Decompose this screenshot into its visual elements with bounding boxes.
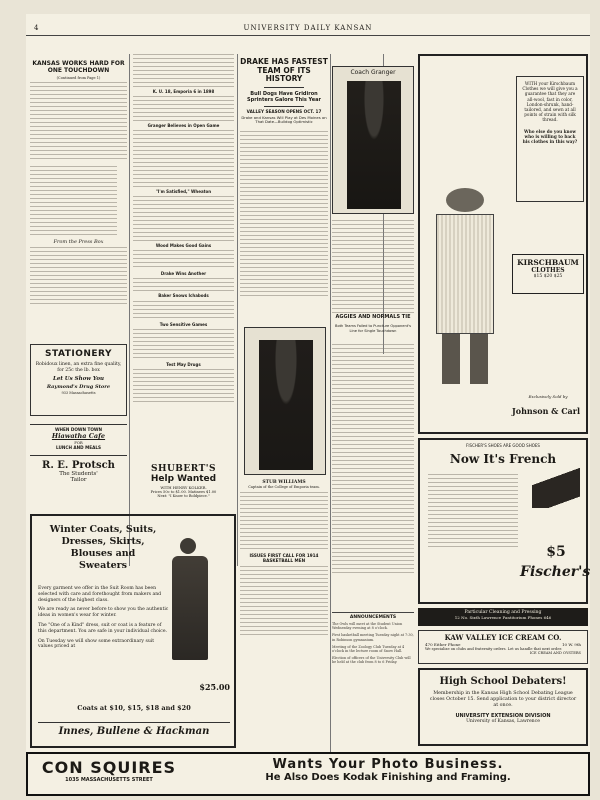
con-squires-ad [26,752,590,796]
woman-coat-icon [172,556,208,660]
col2-text [133,369,234,405]
stationery-title: STATIONERY [45,349,112,359]
col2-headline-5: Drake Wins Another [160,271,207,277]
col2-headline-2: Granger Believes in Open Game [147,123,220,129]
col3-lower-text [240,492,328,550]
guarantee-text: WITH your Kirschbaum Clothes we will give you a guarantee that they are all-wool, fast in color, London-shrunk, hand-tailored, and sewn at all points of strain with silk thread. [522,81,578,123]
icecream-address: 10 W. 9th [561,642,581,647]
lineup-table [30,166,117,236]
col2-headline-8: Test May Drugs [166,361,201,367]
winter-title [38,524,168,572]
debaters-title: High School Debaters! [439,676,567,687]
page-number: 4 [34,24,40,32]
aggies-text [332,344,414,574]
col3-issues-text [240,566,328,636]
stationery-ad [30,344,127,416]
col4-text [332,220,414,314]
announcement-item: First basketball meeting Tuesday night at 7:30, in Robinson gymnasium. [332,633,414,642]
kirschbaum-prices: $15 $20 $25 [533,274,563,279]
col2-text [133,96,234,122]
footer-line-2: He Also Does Kodak Finishing and Framing. [265,772,511,783]
guarantee-box [516,76,584,202]
tailor-tag-1: The Students' [59,471,98,477]
debaters-ad [418,668,588,746]
masthead-title: UNIVERSITY DAILY KANSAN [243,24,373,32]
col2-text [133,250,234,270]
fischer-top-label: FISCHER'S SHOES ARE GOOD SHOES [466,443,540,448]
icecream-products: ICE CREAM AND OYSTERS [529,651,581,655]
winter-title-line: Sweaters [78,560,128,571]
press-box-heading: From the Press Box [53,239,104,246]
icecream-title: KAW VALLEY ICE CREAM CO. [444,633,562,642]
column-rule [330,54,331,754]
guarantee-question: Who else do you know who is willing to back his clothes in this way? [522,128,578,145]
col2-text [133,196,234,242]
stub-williams-photo-frame [244,327,326,475]
cleaning-banner [418,608,588,626]
winter-title-line: Dresses, Skirts, [61,536,145,547]
col2-text [133,130,234,188]
winter-price: $25.00 [199,682,230,692]
announcement-item: Election of officers of the University Club will be held at the club from 8 to 6 Friday. [332,656,411,665]
shubert-sub: WITH HENRY KOLKER. [160,485,207,490]
stationery-slogan: Let Us Show You [52,376,105,382]
column-rule [237,54,238,566]
dealer-name: Johnson & Carl [511,406,580,416]
col2-text [133,54,234,88]
announcement-item: The Owls will meet at the Student Union Wednesday evening at 8 o'clock. [332,622,403,631]
stationery-address: 933 Massachusetts [61,391,96,395]
winter-paragraph: On Tuesday we will show some extraordinary suit values priced at [38,638,155,650]
col2-text [133,329,234,361]
fischer-ad [418,438,591,604]
figure-leg-icon [442,334,460,384]
figure-head-icon [446,188,484,212]
cafe-ad [30,424,127,456]
shubert-prices: Prices 50c to $1.00. Matinees $1.00 [150,490,217,494]
col1-article-text [30,82,127,162]
winter-paragraph: The "One of a Kind" dress, suit or coat is a feature of this department. You are safe in your individual choice. [38,622,168,634]
kirschbaum-logo [512,254,584,294]
shubert-ad [133,464,234,512]
stationery-shop: Raymond's Drug Store [46,384,111,390]
newspaper-page [26,14,590,794]
cleaning-line-1: Particular Cleaning and Pressing [464,610,542,615]
drake-headline: DRAKE HAS FASTEST TEAM OF ITS HISTORY [240,57,328,83]
shubert-next: Next: "I Know to Boldpiece." [157,494,210,498]
col2-headline-4: Wood Makes Good Gains [155,243,212,249]
stationery-line-2: for 25c the lb. box [57,368,100,373]
cafe-line-3: LUNCH AND MEALS [55,445,102,450]
aggies-subhead: Both Teams Failed to Puncture Opponent's Line for Single Touchdown [334,324,412,333]
col2-text [133,301,234,321]
woman-head-icon [180,538,196,554]
winter-coats-prices: Coats at $10, $15, $18 and $20 [77,704,191,712]
stub-williams-photo [259,340,313,470]
stub-caption-title: STUB WILLIAMS [262,480,306,485]
col2-headline-1: K. U. 18, Emporia 6 in 1898 [152,89,215,94]
col2-headline-6: Baker Snows Ichabods [158,293,209,299]
masthead [26,14,590,36]
footer-line-1: Wants Your Photo Business. [272,757,504,772]
winter-title-line: Blouses and [70,548,136,559]
icecream-phone: 470 Either Phone [425,642,461,647]
figure-leg-icon [470,334,488,384]
winter-coats-ad [30,514,236,748]
column-2 [133,54,234,494]
continued-note: (Continued from Page 1) [56,76,101,80]
shoe-icon [532,468,580,508]
fischer-price: $5 [546,544,566,560]
fischer-brand: Fischer's [520,564,591,580]
fischer-headline: Now It's French [449,452,557,466]
winter-body [38,586,170,650]
col2-text [133,278,234,292]
icecream-line: We specialize on clubs and fraternity orders. Let us handle that next order. [425,647,562,651]
cafe-line-1: WHEN DOWN TOWN [54,427,103,432]
coach-granger-title: Coach Granger [350,69,396,76]
drake-subhead-3: Drake and Kansas Will Play at Des Moines on That Date—Bulldog Optimistic [241,114,327,125]
kirschbaum-ad [418,54,588,434]
winter-signature: Innes, Bullene & Hackman [38,722,230,744]
debaters-org: UNIVERSITY EXTENSION DIVISION [455,713,551,719]
tailor-ad [30,460,127,508]
aggies-heading: AGGIES AND NORMALS TIE [335,314,411,320]
figure-suit-icon [436,214,494,334]
winter-paragraph: Every garment we offer in the Suit Room has been selected with care and forethought from makers and designers of the highest class. [38,586,162,603]
announcements-list [332,622,414,668]
stub-caption [240,480,328,636]
col2-headline-3: "I'm Satisfied," Wheaton [155,189,212,195]
winter-title-line: Winter Coats, Suits, [49,524,157,535]
stationery-line-1: Robidoux linen, an extra fine quality, [35,362,122,367]
tailor-tag-2: Tailor [70,477,87,483]
fischer-text [428,474,518,548]
shubert-name: SHUBERT'S [150,464,217,474]
dealer-label: Exclusively Sold by [528,394,568,399]
footer-address: 1035 MASSACHUSETTS STREET [65,777,153,783]
kirschbaum-brand: KIRSCHBAUM [517,258,579,267]
drake-subhead-2: VALLEY SEASON OPENS OCT. 17 [246,108,322,114]
drake-article-text [240,131,328,299]
debaters-org-sub: University of Kansas, Lawrence [466,719,540,724]
cafe-name: Hiawatha Cafe [51,432,106,440]
stub-caption-sub: Captain of the College of Emporia team. [248,485,320,489]
coach-granger-photo-frame [332,66,414,214]
shubert-title: Help Wanted [150,474,217,484]
winter-paragraph: We are ready as never before to show you the authentic ideas in women's wear for winter. [38,607,169,619]
drake-subhead-1: Bull Dogs Have Gridiron Sprinters Galore This Year [247,90,321,103]
issues-heading: ISSUES FIRST CALL FOR 1914 BASKETBALL MEN [249,553,319,563]
kirschbaum-brand-sub: CLOTHES [531,267,565,274]
coach-granger-photo [347,81,401,209]
col2-headline-7: Two Sensitive Games [159,321,208,327]
col1-headline: KANSAS WORKS HARD FOR ONE TOUCHDOWN [32,60,125,74]
announcements-heading: ANNOUNCEMENTS [332,612,414,620]
debaters-body: Membership in the Kansas High School Debating League closes October 15. Send application to your district director at once. [429,691,577,708]
footer-shop: CON SQUIRES [41,758,177,777]
announcement-item: Meeting of the Zoology Club Tuesday at 4 o'clock in the lecture room of Snow Hall. [332,644,405,654]
column-rule [129,54,130,566]
icecream-ad [418,630,588,664]
cleaning-line-2: 12 No. Sixth Lawrence Pantitorium Phones 646 [454,615,552,620]
cafe-line-2: FOR [74,440,83,445]
press-box-text [30,247,127,305]
tailor-name: R. E. Protsch [42,460,115,471]
